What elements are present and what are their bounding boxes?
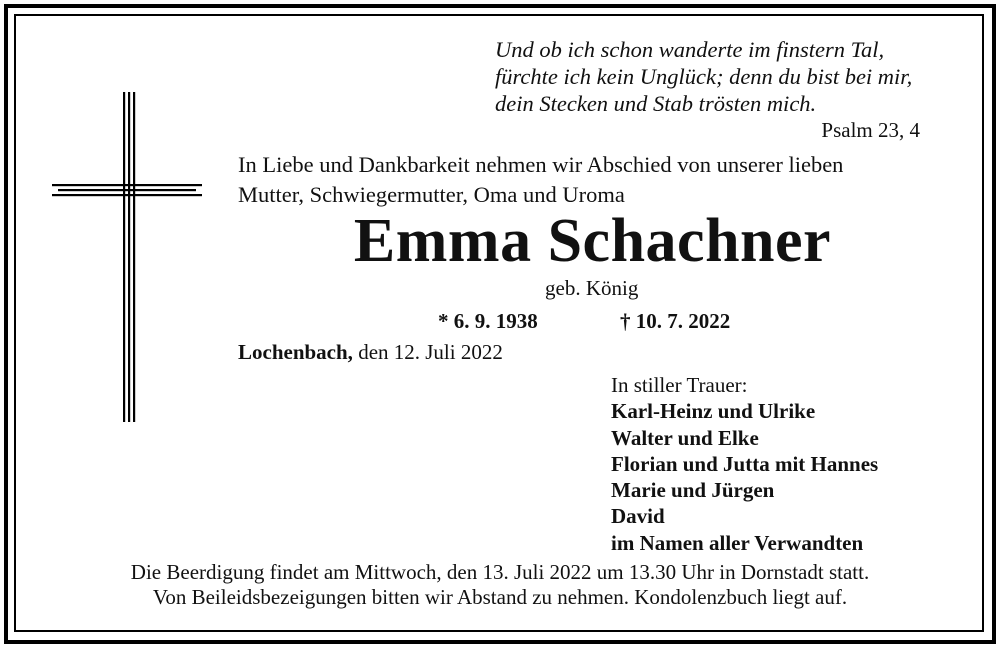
maiden-name: geb. König [545,276,639,300]
mourner-name: Marie und Jürgen [611,478,775,503]
mourner-name: Karl-Heinz und Ulrike [611,399,816,424]
death-date: † 10. 7. 2022 [620,309,731,333]
mourner-name: Walter und Elke [611,425,759,450]
funeral-line: Von Beileidsbezeigungen bitten wir Abstand zu nehmen. Kondolenzbuch liegt auf. [152,585,848,609]
deceased-name: Emma Schachner [353,207,832,275]
place-date [238,340,503,365]
mourner-name: im Namen aller Verwandten [611,530,864,555]
quote-line: dein Stecken und Stab trösten mich. [495,91,817,116]
mourners-block [611,372,878,556]
place: Lochenbach, [238,340,353,364]
quote-line: Und ob ich schon wanderte im finstern Tal, [495,37,885,62]
announcement-date: den 12. Juli 2022 [358,340,503,364]
intro-text [238,150,843,210]
mourners-heading: In stiller Trauer: [611,373,748,397]
quote-line: fürchte ich kein Unglück; denn du bist bei mir, [495,64,913,89]
funeral-line: Die Beerdigung findet am Mittwoch, den 13. Juli 2022 um 13.30 Uhr in Dornstadt statt. [130,560,870,584]
intro-line: Mutter, Schwiegermutter, Oma und Uroma [238,182,625,207]
bible-quote [495,36,935,117]
intro-line: In Liebe und Dankbarkeit nehmen wir Abschied von unserer lieben [238,152,844,177]
quote-source: Psalm 23, 4 [821,118,920,142]
birth-date: * 6. 9. 1938 [438,309,538,333]
mourner-name: David [611,504,665,529]
mourner-name: Florian und Jutta mit Hannes [611,451,879,476]
funeral-info [0,560,1000,610]
